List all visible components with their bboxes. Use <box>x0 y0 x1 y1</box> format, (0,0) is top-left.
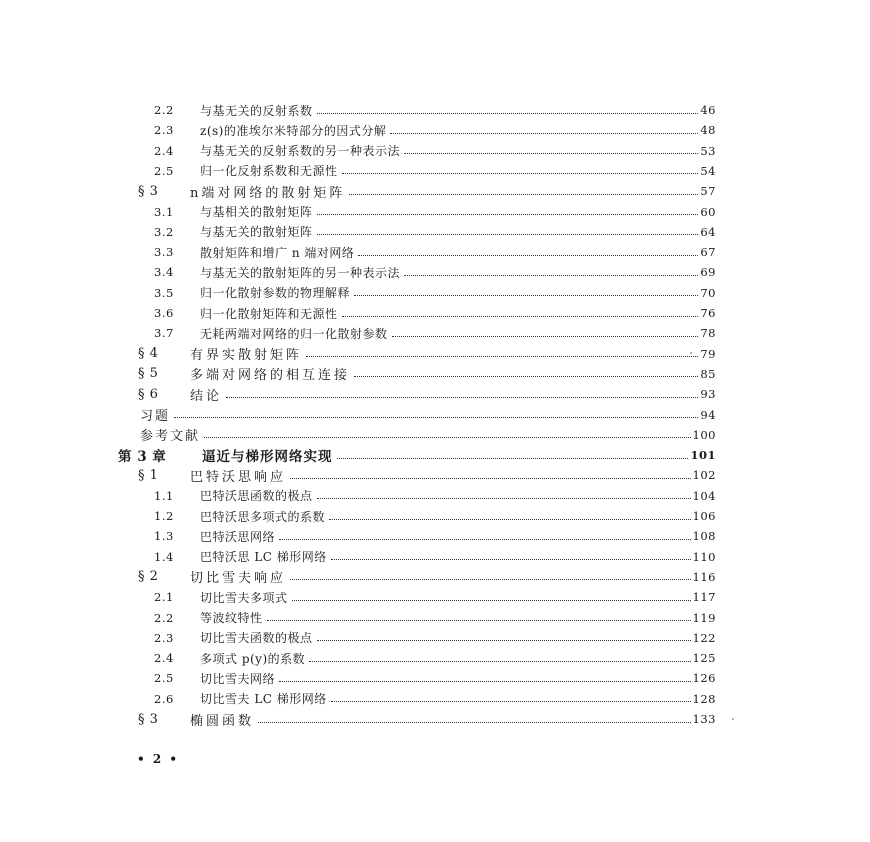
scan-speck <box>732 718 734 720</box>
toc-entry-title: 切比雪夫 LC 梯形网络 <box>200 692 327 707</box>
toc-entry-page: 106 <box>692 509 716 523</box>
toc-entry-title: 归一化散射参数的物理解释 <box>200 286 351 301</box>
toc-entry-number: 第 3 章 <box>118 449 167 466</box>
toc-entry <box>154 608 716 628</box>
toc-entry <box>154 303 716 323</box>
toc-entry-title: 逼近与梯形网络实现 <box>202 449 333 466</box>
toc-entry <box>154 648 716 668</box>
toc-entry-page: 108 <box>692 529 716 544</box>
toc-entry-number: 2.4 <box>154 651 174 666</box>
toc-entry-title: 归一化反射系数和无源性 <box>200 164 338 179</box>
toc-entry-page: 126 <box>692 671 716 686</box>
toc-entry <box>154 202 716 222</box>
dot-leader <box>392 334 699 337</box>
toc-entry-number: 2.2 <box>154 103 174 117</box>
dot-leader <box>331 699 691 702</box>
toc-entry-title: 与基无关的反射系数的另一种表示法 <box>200 144 401 159</box>
dot-leader <box>337 456 689 459</box>
dot-leader <box>290 476 691 479</box>
toc-entry <box>140 425 716 445</box>
toc-entry-page: 101 <box>690 448 716 463</box>
toc-entry-page: 125 <box>692 651 716 666</box>
dot-leader <box>317 638 691 641</box>
toc-entry <box>154 222 716 242</box>
toc-entry-title: 切比雪夫响应 <box>190 571 287 587</box>
toc-entry <box>154 486 716 506</box>
toc-entry-title: 巴特沃思多项式的系数 <box>200 509 326 524</box>
toc-entry-number: 1.4 <box>154 549 174 564</box>
toc-entry-title: 与基无关的散射矩阵 <box>200 225 313 240</box>
toc-entry-number: 2.4 <box>154 143 174 158</box>
dot-leader <box>349 192 698 195</box>
toc-entry <box>154 242 716 262</box>
toc-entry-number: 1.3 <box>154 529 174 544</box>
toc-entry-title: 与基无关的散射矩阵的另一种表示法 <box>200 265 401 280</box>
dot-leader <box>329 517 691 520</box>
dot-leader <box>204 435 691 438</box>
toc-entry-number: § 1 <box>138 467 159 483</box>
toc-entry-number: 2.6 <box>154 691 174 706</box>
toc-entry-number: 1.2 <box>154 509 174 523</box>
toc-entry-number: 2.1 <box>154 590 174 605</box>
scan-speck <box>690 352 692 354</box>
toc-entry-title: 巴特沃思 LC 梯形网络 <box>200 550 327 565</box>
toc-entry-page: 128 <box>692 691 716 706</box>
dot-leader <box>317 232 699 235</box>
toc-entry-number: § 2 <box>138 569 159 585</box>
toc-entry-title: 与基无关的反射系数 <box>200 103 313 118</box>
toc-entry-number: 2.2 <box>154 610 174 625</box>
toc-entry-title: 散射矩阵和增广 n 端对网络 <box>200 245 355 260</box>
dot-leader <box>258 720 691 723</box>
toc-entry-number: 3.1 <box>154 204 174 219</box>
dot-leader <box>309 659 690 662</box>
toc-entry <box>154 689 716 709</box>
toc-entry <box>154 668 716 688</box>
toc-entry <box>138 364 716 384</box>
dot-leader <box>317 496 691 499</box>
toc-entry-page: 64 <box>700 224 716 239</box>
toc-entry-page: 122 <box>692 630 716 645</box>
toc-entry-page: 69 <box>700 265 716 280</box>
toc-entry-number: 1.1 <box>154 488 174 503</box>
dot-leader <box>390 131 698 134</box>
toc-entry-number: § 6 <box>138 386 159 402</box>
toc-entry-title: 巴特沃思函数的极点 <box>200 489 313 504</box>
toc-entry-number: § 5 <box>138 366 159 382</box>
toc-entry-page: 57 <box>700 184 716 199</box>
toc-entry-title: 习题 <box>140 409 171 424</box>
toc-entry-page: 79 <box>700 346 716 361</box>
toc-entry-number: 2.5 <box>154 163 174 178</box>
toc-entry-number: § 4 <box>138 346 159 362</box>
toc-entry <box>154 120 716 140</box>
toc-entry-title: 切比雪夫函数的极点 <box>200 631 313 646</box>
toc-entry-page: 76 <box>700 306 716 320</box>
toc-entry-title: 参考文献 <box>140 429 201 445</box>
dot-leader <box>290 577 691 580</box>
page-number: • 2 • <box>137 752 180 766</box>
toc-entry <box>138 567 716 587</box>
toc-entry-title: 与基相关的散射矩阵 <box>200 205 313 219</box>
toc-entry <box>138 384 716 404</box>
dot-leader <box>292 598 691 601</box>
toc-entry-number: 3.5 <box>154 285 174 300</box>
toc-entry <box>154 161 716 181</box>
toc-entry-page: 78 <box>700 326 716 341</box>
dot-leader <box>267 618 691 621</box>
toc-entry-page: 116 <box>692 569 716 584</box>
toc-entry-title: 归一化散射矩阵和无源性 <box>200 306 338 321</box>
toc-entry-number: 2.3 <box>154 123 174 138</box>
toc-entry-title: 巴特沃思响应 <box>190 469 287 485</box>
dot-leader <box>174 415 698 418</box>
toc-entry-page: 53 <box>700 143 716 158</box>
toc-entry-number: 3.4 <box>154 265 174 280</box>
toc-entry-page: 110 <box>692 549 716 564</box>
dot-leader <box>342 171 699 174</box>
dot-leader <box>354 374 698 377</box>
dot-leader <box>306 354 698 357</box>
dot-leader <box>331 557 691 560</box>
toc-entry-title: 多端对网络的相互连接 <box>190 368 351 384</box>
toc-entry-title: 切比雪夫网络 <box>200 671 276 686</box>
dot-leader <box>404 273 698 276</box>
toc-entry-title: 多项式 p(y)的系数 <box>200 651 306 666</box>
toc-entry <box>138 181 716 201</box>
toc-entry-title: 无耗两端对网络的归一化散射参数 <box>200 326 388 341</box>
toc-entry-number: 3.6 <box>154 306 174 320</box>
toc-entry-page: 100 <box>692 427 716 442</box>
dot-leader <box>279 537 691 540</box>
dot-leader <box>404 151 698 154</box>
toc-entry-page: 85 <box>700 366 716 381</box>
toc-entry-page: 54 <box>700 163 716 178</box>
toc-entry-title: 有界实散射矩阵 <box>190 348 303 364</box>
dot-leader <box>358 253 698 256</box>
toc-entry <box>138 709 716 729</box>
toc-entry <box>138 344 716 364</box>
toc-entry-page: 46 <box>700 103 716 117</box>
toc-entry-page: 60 <box>700 204 716 219</box>
toc-entry-title: n端对网络的散射矩阵 <box>190 185 346 201</box>
toc-entry <box>154 547 716 567</box>
toc-entry-title: 切比雪夫多项式 <box>200 590 288 605</box>
toc-entry-title: z(s)的准埃尔米特部分的因式分解 <box>200 123 387 138</box>
toc-entry-page: 104 <box>692 488 716 503</box>
toc-entry-page: 48 <box>700 123 716 138</box>
toc-entry <box>154 141 716 161</box>
toc-entry <box>138 465 716 485</box>
toc-entry <box>154 323 716 343</box>
toc-entry-page: 94 <box>700 407 716 422</box>
toc-entry-number: 3.7 <box>154 326 174 341</box>
toc-entry-number: 2.5 <box>154 671 174 686</box>
toc-entry <box>118 445 716 465</box>
toc-entry-number: § 3 <box>138 183 159 199</box>
toc-entry <box>154 526 716 546</box>
toc-entry-number: § 3 <box>138 711 159 727</box>
toc-entry-title: 椭圆函数 <box>190 713 255 729</box>
toc-entry-title: 结论 <box>190 388 223 404</box>
toc-entry <box>140 405 716 425</box>
toc-entry-page: 119 <box>692 610 716 625</box>
toc-entry-number: 3.2 <box>154 224 174 239</box>
toc-entry <box>154 587 716 607</box>
dot-leader <box>279 679 691 682</box>
dot-leader <box>342 314 699 317</box>
toc-entry <box>154 100 716 120</box>
dot-leader <box>317 111 699 114</box>
dot-leader <box>317 212 699 215</box>
toc-entry-title: 巴特沃思网络 <box>200 529 276 544</box>
toc-entry-page: 102 <box>692 468 716 483</box>
toc-entry <box>154 283 716 303</box>
toc-entry-number: 3.3 <box>154 245 174 260</box>
toc-entry <box>154 628 716 648</box>
toc-entry-page: 117 <box>692 590 716 605</box>
dot-leader <box>354 293 698 296</box>
toc-entry-number: 2.3 <box>154 630 174 645</box>
toc-entry-page: 67 <box>700 245 716 260</box>
toc-entry-page: 70 <box>700 285 716 300</box>
toc-entry-page: 133 <box>692 712 716 726</box>
toc-entry <box>154 262 716 282</box>
toc-entry <box>154 506 716 526</box>
toc-entry-title: 等波纹特性 <box>200 611 263 625</box>
dot-leader <box>226 395 698 398</box>
toc-entry-page: 93 <box>700 387 716 402</box>
